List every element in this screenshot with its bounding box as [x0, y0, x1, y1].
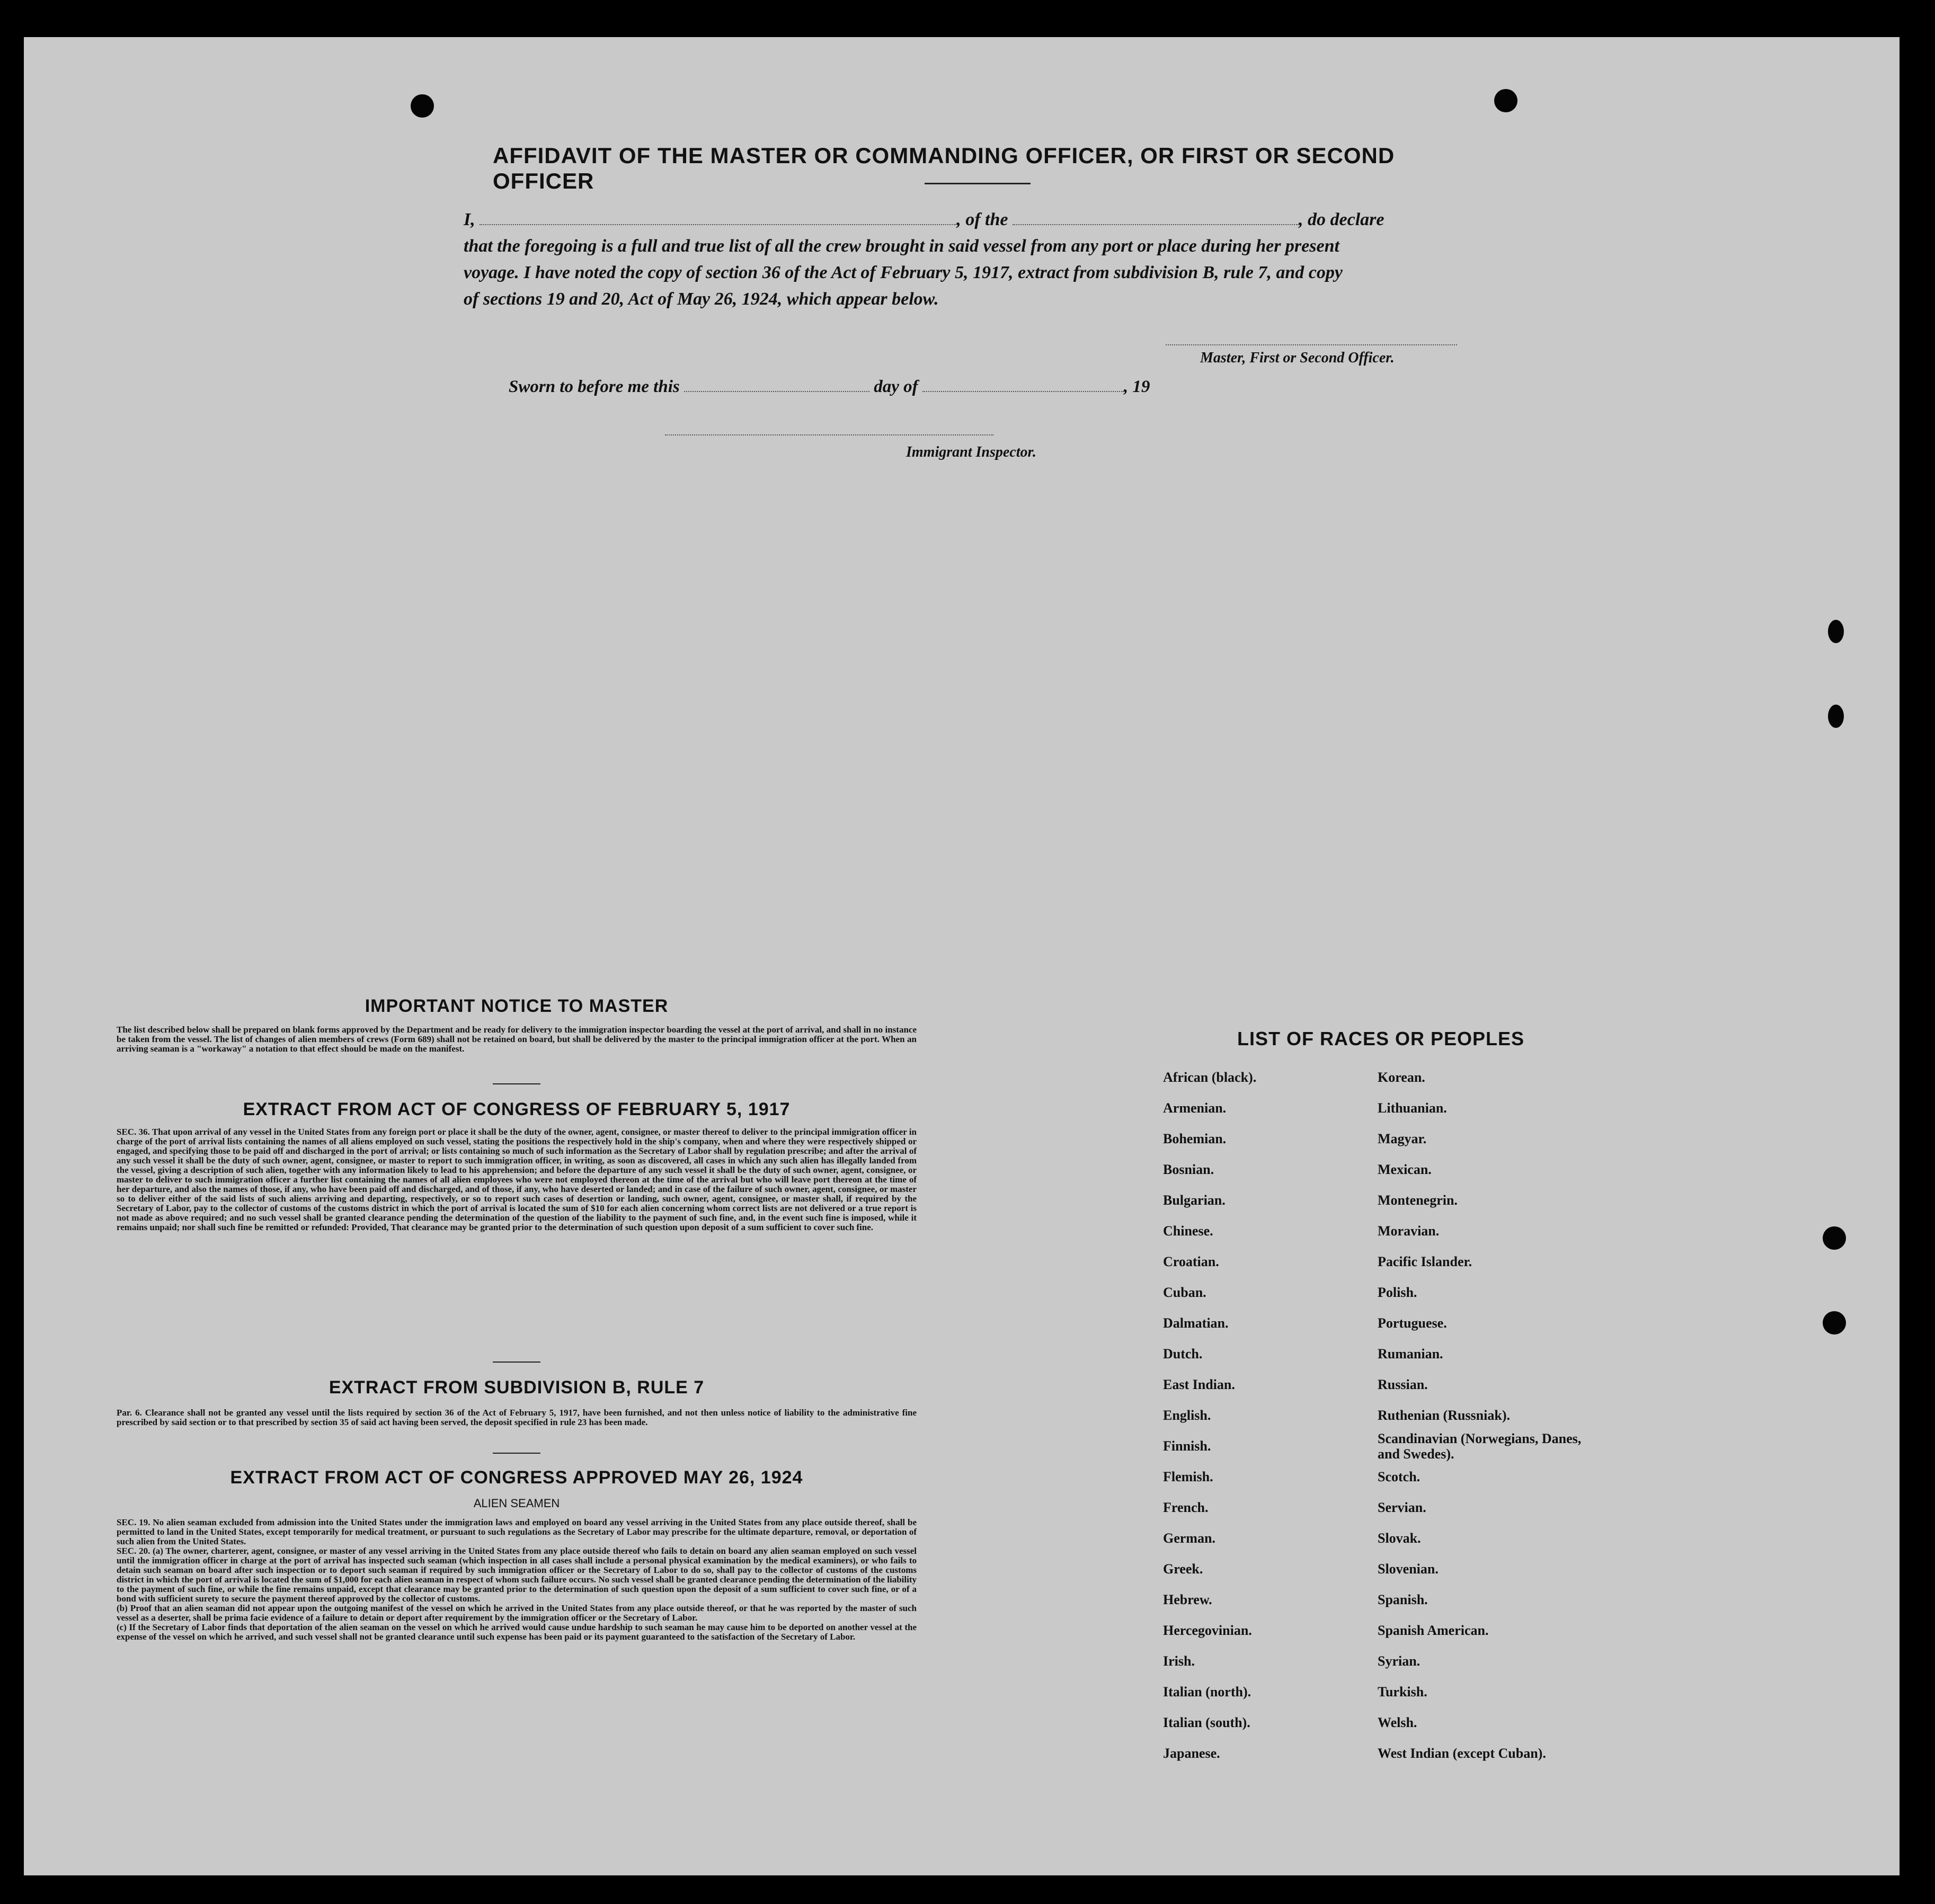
race-item: Scandinavian (Norwegians, Danes, and Swedes). [1378, 1431, 1582, 1462]
race-item: Servian. [1378, 1500, 1426, 1515]
declarant-name-field[interactable] [480, 209, 956, 225]
race-item: Korean. [1378, 1070, 1425, 1085]
race-item: Italian (south). [1163, 1715, 1250, 1730]
punch-hole [1823, 1226, 1846, 1250]
sworn-label: Sworn to before me this [509, 377, 680, 396]
affidavit-body [464, 207, 1502, 313]
race-item: Pacific Islander. [1378, 1254, 1472, 1269]
race-item: Portuguese. [1378, 1315, 1447, 1331]
sworn-month-field[interactable] [922, 376, 1124, 392]
race-item: East Indian. [1163, 1377, 1235, 1392]
extract-1924-body [117, 1518, 917, 1642]
vessel-prefix: , of the [956, 210, 1008, 229]
race-item: Spanish. [1378, 1592, 1428, 1607]
extract-1917-text: SEC. 36. That upon arrival of any vessel in the United States from any foreign port or place it shall be the duty of the owner, agent, consignee, or master thereof to deliver to the principal immigration officer in charge of the port of arrival lists containing the names of all aliens employed on such vessel, stating the positions the respectively hold in the ship's company, when and where they were respectively shipped or engaged, and specifying those to be paid off and discharged in the port of arrival; or lists containing so much of such information as the Secretary of Labor shall by regulation prescribe; and after the arrival of any such vessel it shall be the duty of such owner, agent, consignee, or master to report to such immigration officer, in writing, as soon as discovered, all cases in which any such alien has illegally landed from the vessel, giving a description of such alien, together with any information likely to lead to his apprehension; and before the departure of any such vessel it shall be the duty of such owner, agent, consignee, or master to deliver to such immigration officer a further list containing the names of all alien employees who were not employed thereon at the time of the arrival but who will leave port thereon at the time of her departure, and also the names of those, if any, who have been paid off and discharged, and of those, if any, who have deserted or landed; and in case of the failure of such owner, agent, consignee, or master so to deliver either of the said lists of such aliens arriving and departing, respectively, or so to report such cases of desertion or landing, such owner, agent, consignee, or master shall, if required by the Secretary of Labor, pay to the collector of customs of the customs district in which the port of arrival is located the sum of $10 for each alien concerning whom correct lists are not delivered or a true report is not made as above required; and no such vessel shall be granted clearance pending the determination of the question of the liability to the payment of such fine, and, in the event such fine is imposed, while it remains unpaid; nor shall such fine be remitted or refunded: Provided, That clearance may be granted prior to the determination of such question upon deposit of a sum sufficient to cover such fine. [117, 1127, 917, 1232]
race-item: Greek. [1163, 1561, 1203, 1577]
race-item: Italian (north). [1163, 1684, 1251, 1700]
race-item: Finnish. [1163, 1438, 1211, 1454]
punch-hole [411, 94, 434, 118]
signature-label: Master, First or Second Officer. [1200, 350, 1395, 366]
race-item: Turkish. [1378, 1684, 1427, 1700]
race-item: Chinese. [1163, 1223, 1213, 1239]
race-item: Armenian. [1163, 1100, 1227, 1116]
race-item: Hercegovinian. [1163, 1623, 1252, 1638]
race-item: Dalmatian. [1163, 1315, 1229, 1331]
divider [493, 1362, 540, 1363]
race-item: Moravian. [1378, 1223, 1440, 1239]
divider [493, 1453, 540, 1454]
sec20c-text: (c) If the Secretary of Labor finds that deportation of the alien seaman on the vessel on which he arrived would cause undue hardship to such seaman he may cause him to be deported on another vessel at the expense of the vessel on which he arrived, and such vessel shall not be granted clearance until such expense has been paid or its payment guaranteed to the satisfaction of the Secretary of Labor. [117, 1622, 917, 1642]
race-item: West Indian (except Cuban). [1378, 1746, 1546, 1761]
race-item: Lithuanian. [1378, 1100, 1447, 1116]
race-item: Scotch. [1378, 1469, 1421, 1484]
affidavit-line-2: that the foregoing is a full and true list of all the crew brought in said vessel from any port or place during her present [464, 236, 1339, 256]
race-item: Spanish American. [1378, 1623, 1489, 1638]
sec19-text: SEC. 19. No alien seaman excluded from admission into the United States under the immigration laws and employed on board any vessel arriving in the United States from any place outside thereof, shall be permitted to land in the United States, except temporarily for medical treatment, or pursuant to such regulations as the Secretary of Labor may prescribe for the ultimate departure, removal, or deportation of such alien from the United States. [117, 1517, 917, 1546]
punch-hole [1828, 705, 1844, 728]
race-item: German. [1163, 1531, 1215, 1546]
race-item: French. [1163, 1500, 1209, 1515]
declare-text: , do declare [1299, 210, 1384, 229]
race-item: Slovak. [1378, 1531, 1421, 1546]
punch-hole [1823, 1311, 1846, 1334]
race-item: Ruthenian (Russniak). [1378, 1408, 1510, 1423]
sworn-statement [509, 376, 1150, 397]
sec20a-text: SEC. 20. (a) The owner, charterer, agent, consignee, or master of any vessel arriving in the United States from any place outside thereof who fails to detain on board any alien seaman employed on such vessel until the immigration officer in charge at the port of arrival has inspected such seaman (which inspection in all cases shall include a personal physical examination by the medical examiners), or who fails to detain such seaman on board after such inspection or to deport such seaman if required by such immigration officer or the Secretary of Labor to do so, shall pay to the collector of customs of the customs district in which the port of arrival is located the sum of $1,000 for each alien seaman in respect of whom such failure occurs. No such vessel shall be granted clearance pending the determination of the liability to the payment of such fine, or while the fine remains unpaid, except that clearance may be granted prior to the determination of such question upon the deposit of a sum sufficient to cover such fine, or of a bond with sufficient surety to secure the payment thereof approved by the collector of customs. [117, 1546, 917, 1604]
document-page [24, 37, 1900, 1875]
race-item: English. [1163, 1408, 1211, 1423]
race-item: Irish. [1163, 1653, 1195, 1669]
race-item: Bulgarian. [1163, 1193, 1226, 1208]
sec20b-text: (b) Proof that an alien seaman did not appear upon the outgoing manifest of the vessel on which he arrived in the United States from any place outside thereof, or that he was reported by the master of such vessel as a deserter, shall be prima facie evidence of a failure to detain or deport after requirement by the immigration officer or the Secretary of Labor. [117, 1603, 917, 1623]
race-item: Slovenian. [1378, 1561, 1439, 1577]
race-item: Montenegrin. [1378, 1193, 1458, 1208]
divider [493, 1083, 540, 1084]
affidavit-line-3: voyage. I have noted the copy of section 36 of the Act of February 5, 1917, extract from subdivision B, rule 7, and copy [464, 263, 1343, 282]
race-item: Croatian. [1163, 1254, 1219, 1269]
race-item: Rumanian. [1378, 1346, 1443, 1362]
extract-1917-title: EXTRACT FROM ACT OF CONGRESS OF FEBRUARY 5, 1917 [243, 1099, 791, 1119]
race-item: Russian. [1378, 1377, 1428, 1392]
races-right-column [1378, 1062, 1590, 1769]
title-underline [925, 183, 1031, 184]
races-title: LIST OF RACES OR PEOPLES [1237, 1028, 1525, 1049]
race-item: Mexican. [1378, 1162, 1432, 1177]
signature-field[interactable] [1166, 344, 1457, 345]
extract-rule7-text: Par. 6. Clearance shall not be granted any vessel until the lists required by section 36 of the Act of February 5, 1917, have been furnished, and not then unless notice of liability to the administrative fine prescribed by said section or to that prescribed by section 35 of said act having been served, the deposit specified in rule 23 has been made. [117, 1408, 917, 1427]
declarant-prefix: I, [464, 210, 475, 229]
races-left-column [1163, 1062, 1256, 1769]
race-item: Bosnian. [1163, 1162, 1214, 1177]
extract-1924-title: EXTRACT FROM ACT OF CONGRESS APPROVED MAY 26, 1924 [230, 1467, 803, 1488]
race-item: Syrian. [1378, 1653, 1421, 1669]
race-item: Welsh. [1378, 1715, 1417, 1730]
sworn-day-field[interactable] [684, 376, 869, 392]
race-item: Magyar. [1378, 1131, 1427, 1146]
race-item: Polish. [1378, 1285, 1417, 1300]
race-item: Bohemian. [1163, 1131, 1227, 1146]
race-item: Dutch. [1163, 1346, 1203, 1362]
race-item: Flemish. [1163, 1469, 1213, 1484]
inspector-signature-field[interactable] [665, 434, 993, 435]
affidavit-title: AFFIDAVIT OF THE MASTER OR COMMANDING OFFICER, OR FIRST OR SECOND OFFICER [493, 143, 1395, 193]
race-item: Cuban. [1163, 1285, 1206, 1300]
race-item: African (black). [1163, 1070, 1257, 1085]
race-item: Japanese. [1163, 1746, 1220, 1761]
extract-rule7-title: EXTRACT FROM SUBDIVISION B, RULE 7 [329, 1377, 705, 1398]
punch-hole [1494, 89, 1517, 112]
notice-title: IMPORTANT NOTICE TO MASTER [365, 996, 669, 1016]
notice-text: The list described below shall be prepared on blank forms approved by the Department and be ready for delivery to the immigration inspector boarding the vessel at the port of arrival, and shall in no instance be taken from the vessel. The list of changes of alien members of crews (Form 689) shall not be retained on board, but shall be delivered by the master to the principal immigration officer at the port. When an arriving seaman is a "workaway" a notation to that effect should be made on the manifest. [117, 1025, 917, 1054]
inspector-label: Immigrant Inspector. [906, 444, 1036, 460]
race-item: Hebrew. [1163, 1592, 1212, 1607]
punch-hole [1828, 620, 1844, 643]
day-of-label: day of [874, 377, 918, 396]
vessel-name-field[interactable] [1013, 209, 1299, 225]
year-label: , 19 [1123, 377, 1150, 396]
alien-seamen-subtitle: ALIEN SEAMEN [473, 1497, 560, 1510]
affidavit-line-4: of sections 19 and 20, Act of May 26, 1924, which appear below. [464, 289, 939, 309]
